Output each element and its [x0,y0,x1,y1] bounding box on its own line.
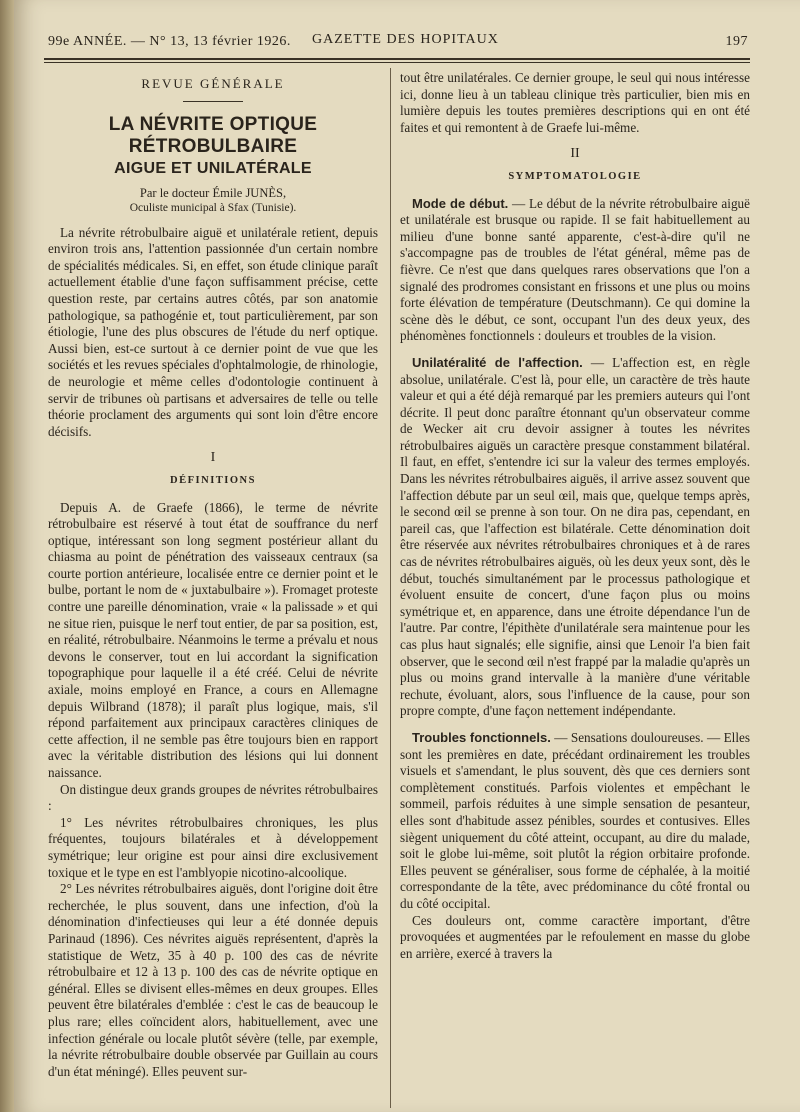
issue-info: 99e ANNÉE. — N° 13, 13 février 1926. [48,34,291,49]
paragraph: On distingue deux grands groupes de névrites rétrobulbaires : [48,781,378,814]
section-number: I [210,450,216,466]
paragraph: 2° Les névrites rétrobulbaires aiguës, dont l'origine doit être recherchée, le plus souvent, dans une infection, d'où la dénomination d'infectieuses qui leur a été donnée depuis Parinaud (1896). Ces névrites aiguës représentent, d'après la statistique de Wetz, 35 à 40 p. 100 des cas de névrite rétrobulbaire et 12 à 13 p. 100 des cas de névrite optique en général. Elles se divisent elles-mêmes en deux groupes. Elles peuvent être bilatérales d'emblée : c'est le cas de beaucoup le plus rare; elles coïncident alors, habituellement, avec une infection générale ou locale plutôt sévère (telle, par exemple, la névrite rétrobulbaire double observée par Guillain au cours d'un état méningé). Elles peuvent sur- [48,881,378,1079]
author-line: Par le docteur Émile JUNÈS, [139,185,287,200]
paragraph: Ces douleurs ont, comme caractère important, d'être provoquées et augmentées par le refoulement en masse du globe en arrière, exercé à travers la [400,912,750,961]
section-title: SYMPTOMATOLOGIE [508,170,642,182]
left-column [48,70,378,1080]
paragraph [400,196,750,345]
paragraph [400,730,750,913]
paragraph: Depuis A. de Graefe (1866), le terme de névrite rétrobulbaire est réservé à tout état de souffrance du nerf optique, intéressant son long segment postérieur allant du chiasma au point de pénétration des vaisseaux centraux (sa courte portion antérieure, localisée entre ce dernier point et le bulbe, portant le nom de « juxtabulbaire »). Fromaget proteste contre une pareille dénomination, vraie « la palissade » et qui ne situe rien, puisque le nerf tout entier, de par sa position, est, en réalité, rétrobulbaire. Néanmoins le terme a prévalu et nous devons le conserver, tout en lui accordant la signification topographique pour laquelle il a été créé. Celui de névrite axiale, moins employé en France, a cours en Allemagne depuis Wilbrand (1878); il paraît plus logique, mais, s'il répond parfaitement aux principaux caractères cliniques de cette affection, il ne semble pas être toujours bien en rapport avec la véritable distribution des lésions qui lui donnent naissance. [48,499,378,780]
subsection-heading: Unilatéralité de l'affection. [412,354,583,370]
column-divider [390,68,391,1108]
article-subtitle: AIGUE ET UNILATÉRALE [114,159,312,177]
section-number: II [570,146,580,162]
journal-title: GAZETTE DES HOPITAUX [312,32,499,47]
subsection-heading: Troubles fonctionnels. [412,729,551,745]
page-header [48,30,748,52]
header-rule-thin [44,62,750,63]
page-number: 197 [725,34,748,49]
intro-paragraph: La névrite rétrobulbaire aiguë et unilatérale retient, depuis environ trois ans, l'attention passionnée d'un certain nombre de spécialités médicales. Si, en effet, son étude clinique paraît actuellement établie d'une façon suffisamment précise, cette question reste, par certains autres côtés, par son anatomie pathologique, sa pathogénie et, tout particulièrement, par son étiologie, l'une des plus obscures de l'étude du nerf optique. Aussi bien, est-ce surtout à ce dernier point de vue que les sociétés et les revues spéciales d'ophtalmologie, de rhinologie, de neurologie et même celles d'odontologie continuent à servir de tribunes où partisans et adversaires de telle ou telle théorie proclament des arguments qui sont loin d'être encore décisifs. [48,224,378,439]
right-column [400,70,750,962]
paragraph: 1° Les névrites rétrobulbaires chroniques, les plus fréquentes, toujours bilatérales et à développement symétrique; leur origine est pour ainsi dire exclusivement toxique et le type en est l'amblyopie nicotino-alcoolique. [48,814,378,880]
paragraph-body: — Sensations douloureuses. — Elles sont les premières en date, précédant ordinairement les troubles visuels et s'amendant, le plus souvent, dès que ces derniers sont complètement constitués. Parfois violentes et empêchant le sommeil, parfois réduites à une simple sensation de pesanteur, elles sont d'habitude assez pénibles, sourdes et contusives. Elles siègent uniquement du côté atteint, occupant, au dire du malade, soit le globe lui-même, soit plutôt la région orbitaire profonde. Elles peuvent se généraliser, sous forme de céphalée, à la moitié correspondante de la tête, avec prédominance du côté frontal ou du côté occipital. [400,729,750,911]
paragraph [400,355,750,720]
rubric: REVUE GÉNÉRALE [141,76,285,91]
header-rule [44,58,750,60]
paragraph-body: — L'affection est, en règle absolue, unilatérale. C'est là, pour elle, un caractère de très haute valeur et qui a été déjà remarqué par les premiers auteurs qui l'ont décrite. Il peut donc paraître étonnant qu'un observateur comme de Wecker ait cru devoir assigner à toutes les névrites rétrobulbaires aiguës un caractère presque constamment bilatéral. Il faut, en effet, s'entendre ici sur la valeur des termes employés. Dans les névrites rétrobulbaires aiguës, il arrive assez souvent que l'affection débute par un seul œil, mais que, quelque temps après, le second œil se prenne à son tour. On ne dira pas, cependant, en pareil cas, que l'affection est bilatérale. Cette dénomination doit être réservée aux névrites rétrobulbaires chroniques et à de rares cas de névrites rétrobulbaires aiguës, où les deux yeux sont, dès le début, touchés simultanément par le processus pathologique et évoluent ensuite de concert, d'une façon plus ou moins symétrique et, en apparence, dans une étroite dépendance l'un de l'autre. Par contre, l'épithète d'unilatérale sera maintenue pour les cas plus haut signalés; elle signifie, ainsi que Lenoir l'a bien fait observer, que le second œil n'est frappé par la maladie qu'après un plus ou moins grand intervalle à la manière d'une véritable rechute, évoluant, alors, sous l'influence de la cause, pour son propre compte, d'une façon nettement indépendante. [400,354,750,719]
section-title: DÉFINITIONS [170,474,256,486]
author-affiliation: Oculiste municipal à Sfax (Tunisie). [129,201,297,214]
subsection-heading: Mode de début. [412,195,509,211]
rubric-rule [183,101,243,102]
paragraph-body: — Le début de la névrite rétrobulbaire aiguë et unilatérale est brusque ou rapide. Il se fait habituellement au milieu d'une bonne santé apparente, c'est-à-dire qu'il ne s'accompagne pas de troubles de l'état général, même pas de fièvre. Ce n'est que dans quelques rares observations que l'on a signalé des prodromes consistant en frissons et une plus ou moins forte élévation de température (Deutschmann). Ce qui domine la scène dès le début, ce sont, occupant l'un des deux yeux, des phénomènes fonctionnels : douleurs et troubles de la vision. [400,195,750,344]
article-title: LA NÉVRITE OPTIQUE RÉTROBULBAIRE [108,113,318,157]
paragraph: tout être unilatérales. Ce dernier groupe, le seul qui nous intéresse ici, donne lieu à un tableau clinique très particulier, bien mis en lumière depuis les toutes premières descriptions qui en ont été faites et qui remontent à de Graefe lui-même. [400,70,750,135]
